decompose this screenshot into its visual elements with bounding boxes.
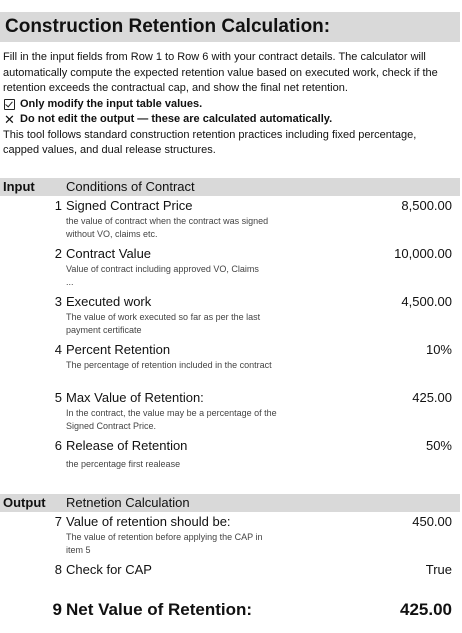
row-number: 3: [54, 294, 62, 309]
output-section-label: Output: [3, 495, 46, 510]
cap-check-output: True: [425, 562, 452, 577]
row-number: 6: [54, 438, 62, 453]
rule-no-edit: [3, 112, 455, 128]
row-label: Executed work: [66, 294, 152, 309]
row-description: the value of contract when the contract was signed without VO, claims etc.: [66, 216, 269, 239]
row-description: In the contract, the value may be a percentage of the Signed Contract Price.: [66, 408, 277, 431]
rule-modify: [3, 97, 455, 113]
row-label: Value of retention should be:: [66, 514, 231, 529]
row-number: 4: [54, 342, 62, 357]
signed-contract-price-input[interactable]: 8,500.00: [401, 198, 452, 213]
output-section-header: [0, 494, 460, 512]
checkbox-checked-icon: [4, 99, 15, 110]
row-number: 5: [54, 390, 62, 405]
row-number: 2: [54, 246, 62, 261]
row-description: The value of retention before applying the CAP in item 5: [66, 532, 263, 555]
page-title: Construction Retention Calculation:: [0, 12, 460, 42]
row-number: 1: [54, 198, 62, 213]
row-description: The value of work executed so far as per the last payment certificate: [66, 312, 261, 335]
input-section-title: Conditions of Contract: [66, 179, 195, 194]
row-label: Max Value of Retention:: [66, 390, 204, 405]
row-label: Release of Retention: [66, 438, 188, 453]
intro-note: This tool follows standard construction retention practices including fixed percentage, capped values, and dual release structures.: [3, 128, 417, 156]
contract-value-input[interactable]: 10,000.00: [394, 246, 452, 261]
cross-icon: ✕: [4, 112, 15, 127]
release-of-retention-input[interactable]: 50%: [425, 438, 452, 453]
row-description: The percentage of retention included in the contract: [66, 360, 272, 370]
row-number: 8: [54, 562, 62, 577]
max-retention-input[interactable]: 425.00: [412, 390, 452, 405]
percent-retention-input[interactable]: 10%: [425, 342, 452, 357]
row-label: Percent Retention: [66, 342, 171, 357]
row-description: Value of contract including approved VO, Claims ...: [66, 264, 259, 287]
input-section-header: [0, 178, 460, 196]
output-section-title: Retnetion Calculation: [66, 495, 190, 510]
row-label: Signed Contract Price: [66, 198, 193, 213]
net-retention-value: 425.00: [400, 600, 452, 619]
instructions: [3, 50, 455, 159]
row-label: Check for CAP: [66, 562, 152, 577]
row-label: Contract Value: [66, 246, 152, 261]
net-retention-label: Net Value of Retention:: [66, 600, 253, 619]
retention-value-output: 450.00: [412, 514, 452, 529]
row-description: the percentage first realease: [66, 459, 181, 469]
intro-description: Fill in the input fields from Row 1 to Row 6 with your contract details. The calculator will automatically compute the expected retention value based on executed work, check if the retention exceeds the contractual cap, and show the final net retention.: [3, 51, 438, 94]
row-number: 7: [54, 514, 62, 529]
input-section-label: Input: [3, 179, 35, 194]
executed-work-input[interactable]: 4,500.00: [401, 294, 452, 309]
row-number: 9: [52, 600, 62, 619]
rule-no-edit-text: Do not edit the output — these are calculated automatically.: [20, 113, 333, 125]
rule-modify-text: Only modify the input table values.: [20, 97, 203, 110]
